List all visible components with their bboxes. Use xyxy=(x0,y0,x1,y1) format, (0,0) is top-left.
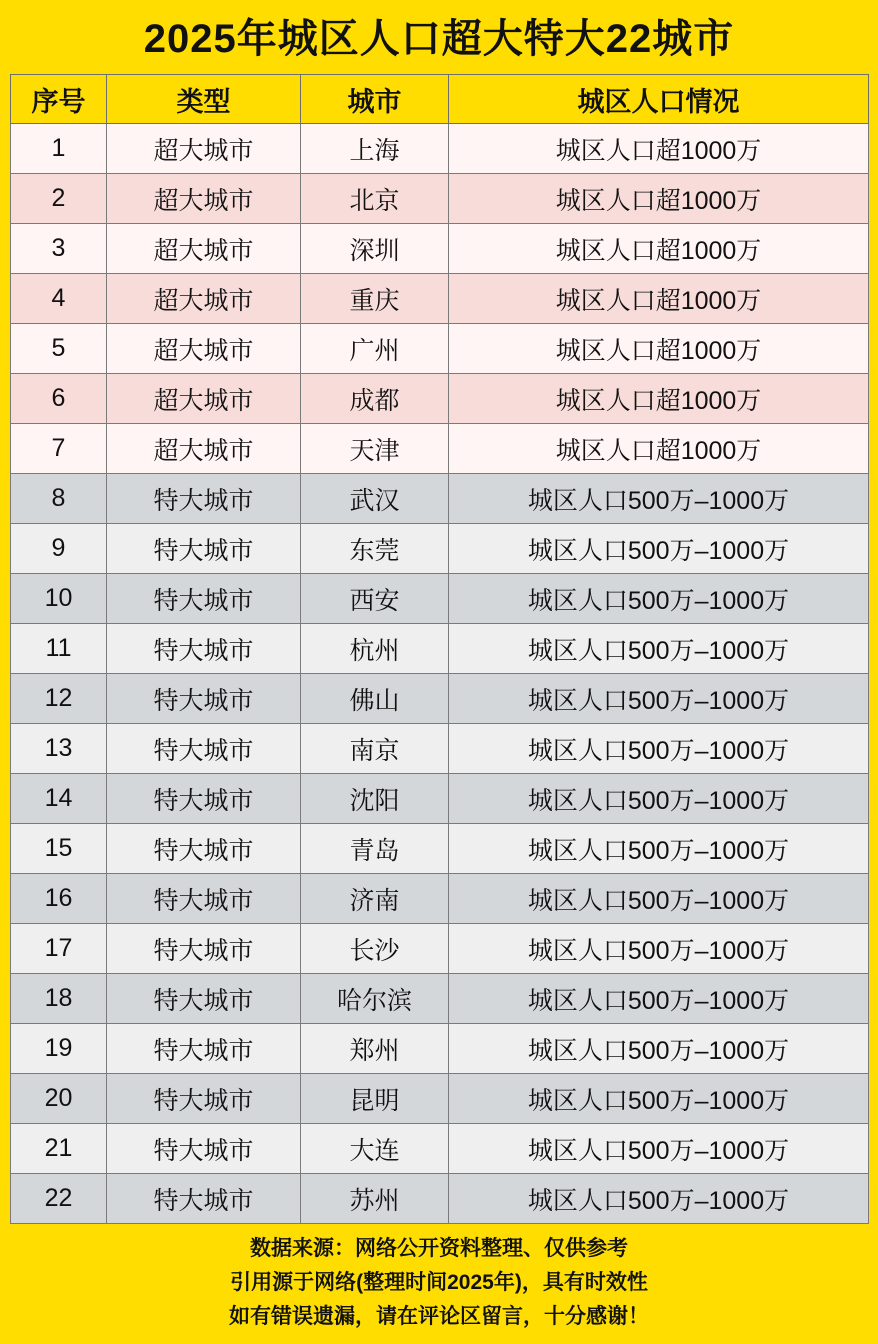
table-row xyxy=(11,874,869,924)
table-row xyxy=(11,1024,869,1074)
cell-city: 青岛 xyxy=(301,824,449,874)
cell-city: 北京 xyxy=(301,174,449,224)
table-header-row xyxy=(11,75,869,124)
cell-city: 大连 xyxy=(301,1124,449,1174)
cell-type: 超大城市 xyxy=(107,224,301,274)
cell-index: 17 xyxy=(11,924,107,974)
cell-population: 城区人口超1000万 xyxy=(449,124,869,174)
cell-type: 特大城市 xyxy=(107,574,301,624)
cell-population: 城区人口500万–1000万 xyxy=(449,724,869,774)
cell-type: 超大城市 xyxy=(107,274,301,324)
page-title: 2025年城区人口超大特大22城市 xyxy=(143,17,735,61)
column-header-index: 序号 xyxy=(11,75,107,124)
cell-type: 特大城市 xyxy=(107,874,301,924)
table-row xyxy=(11,524,869,574)
cell-index: 7 xyxy=(11,424,107,474)
table-row xyxy=(11,724,869,774)
cell-index: 15 xyxy=(11,824,107,874)
cell-city: 佛山 xyxy=(301,674,449,724)
cell-population: 城区人口500万–1000万 xyxy=(449,774,869,824)
cell-city: 东莞 xyxy=(301,524,449,574)
cell-type: 特大城市 xyxy=(107,1024,301,1074)
cell-index: 11 xyxy=(11,624,107,674)
cell-city: 武汉 xyxy=(301,474,449,524)
cell-city: 郑州 xyxy=(301,1024,449,1074)
cell-index: 22 xyxy=(11,1174,107,1224)
cell-index: 12 xyxy=(11,674,107,724)
cell-type: 超大城市 xyxy=(107,324,301,374)
cell-type: 特大城市 xyxy=(107,474,301,524)
cell-population: 城区人口500万–1000万 xyxy=(449,524,869,574)
table-body xyxy=(11,124,869,1224)
cell-population: 城区人口500万–1000万 xyxy=(449,874,869,924)
cell-type: 特大城市 xyxy=(107,724,301,774)
table-row xyxy=(11,1074,869,1124)
table-row xyxy=(11,224,869,274)
cell-population: 城区人口500万–1000万 xyxy=(449,824,869,874)
cell-population: 城区人口500万–1000万 xyxy=(449,474,869,524)
footer-note xyxy=(10,1224,868,1336)
city-table xyxy=(10,74,869,1224)
cell-type: 特大城市 xyxy=(107,824,301,874)
cell-type: 超大城市 xyxy=(107,174,301,224)
column-header-population: 城区人口情况 xyxy=(449,75,869,124)
cell-index: 10 xyxy=(11,574,107,624)
table-row xyxy=(11,1174,869,1224)
table-row xyxy=(11,674,869,724)
table-row xyxy=(11,124,869,174)
cell-population: 城区人口超1000万 xyxy=(449,424,869,474)
cell-population: 城区人口超1000万 xyxy=(449,274,869,324)
table-row xyxy=(11,1124,869,1174)
cell-population: 城区人口超1000万 xyxy=(449,224,869,274)
cell-city: 成都 xyxy=(301,374,449,424)
table-row xyxy=(11,824,869,874)
cell-index: 3 xyxy=(11,224,107,274)
cell-population: 城区人口超1000万 xyxy=(449,374,869,424)
table-row xyxy=(11,374,869,424)
cell-city: 昆明 xyxy=(301,1074,449,1124)
cell-type: 超大城市 xyxy=(107,424,301,474)
column-header-type: 类型 xyxy=(107,75,301,124)
cell-type: 特大城市 xyxy=(107,1074,301,1124)
cell-population: 城区人口500万–1000万 xyxy=(449,924,869,974)
table-row xyxy=(11,624,869,674)
cell-type: 特大城市 xyxy=(107,1174,301,1224)
cell-population: 城区人口500万–1000万 xyxy=(449,1124,869,1174)
cell-index: 9 xyxy=(11,524,107,574)
cell-city: 上海 xyxy=(301,124,449,174)
cell-type: 特大城市 xyxy=(107,774,301,824)
cell-population: 城区人口超1000万 xyxy=(449,324,869,374)
cell-type: 特大城市 xyxy=(107,674,301,724)
cell-type: 特大城市 xyxy=(107,974,301,1024)
cell-index: 8 xyxy=(11,474,107,524)
cell-population: 城区人口500万–1000万 xyxy=(449,1174,869,1224)
footer-line: 如有错误遗漏，请在评论区留言，十分感谢！ xyxy=(229,1305,649,1328)
cell-type: 特大城市 xyxy=(107,624,301,674)
table-row xyxy=(11,974,869,1024)
cell-index: 13 xyxy=(11,724,107,774)
cell-city: 苏州 xyxy=(301,1174,449,1224)
cell-population: 城区人口500万–1000万 xyxy=(449,974,869,1024)
cell-index: 6 xyxy=(11,374,107,424)
cell-population: 城区人口500万–1000万 xyxy=(449,1024,869,1074)
cell-type: 特大城市 xyxy=(107,524,301,574)
column-header-city: 城市 xyxy=(301,75,449,124)
table-row xyxy=(11,324,869,374)
footer-line: 数据来源：网络公开资料整理、仅供参考 xyxy=(250,1237,628,1260)
footer-line: 引用源于网络(整理时间2025年)，具有时效性 xyxy=(230,1271,648,1294)
cell-population: 城区人口500万–1000万 xyxy=(449,1074,869,1124)
cell-population: 城区人口500万–1000万 xyxy=(449,574,869,624)
cell-type: 特大城市 xyxy=(107,1124,301,1174)
cell-index: 18 xyxy=(11,974,107,1024)
table-row xyxy=(11,774,869,824)
cell-city: 沈阳 xyxy=(301,774,449,824)
cell-population: 城区人口超1000万 xyxy=(449,174,869,224)
cell-type: 特大城市 xyxy=(107,924,301,974)
table-row xyxy=(11,424,869,474)
cell-population: 城区人口500万–1000万 xyxy=(449,624,869,674)
table-row xyxy=(11,574,869,624)
cell-index: 21 xyxy=(11,1124,107,1174)
table-row xyxy=(11,924,869,974)
cell-city: 重庆 xyxy=(301,274,449,324)
cell-population: 城区人口500万–1000万 xyxy=(449,674,869,724)
cell-city: 广州 xyxy=(301,324,449,374)
cell-city: 长沙 xyxy=(301,924,449,974)
cell-type: 超大城市 xyxy=(107,124,301,174)
cell-index: 2 xyxy=(11,174,107,224)
cell-index: 20 xyxy=(11,1074,107,1124)
table-row xyxy=(11,474,869,524)
cell-index: 5 xyxy=(11,324,107,374)
cell-city: 天津 xyxy=(301,424,449,474)
cell-city: 南京 xyxy=(301,724,449,774)
cell-index: 14 xyxy=(11,774,107,824)
cell-index: 1 xyxy=(11,124,107,174)
cell-index: 19 xyxy=(11,1024,107,1074)
cell-city: 济南 xyxy=(301,874,449,924)
cell-city: 哈尔滨 xyxy=(301,974,449,1024)
cell-type: 超大城市 xyxy=(107,374,301,424)
table-row xyxy=(11,274,869,324)
cell-city: 西安 xyxy=(301,574,449,624)
cell-index: 16 xyxy=(11,874,107,924)
table-header xyxy=(11,75,869,124)
table-row xyxy=(11,174,869,224)
cell-city: 深圳 xyxy=(301,224,449,274)
cell-city: 杭州 xyxy=(301,624,449,674)
cell-index: 4 xyxy=(11,274,107,324)
